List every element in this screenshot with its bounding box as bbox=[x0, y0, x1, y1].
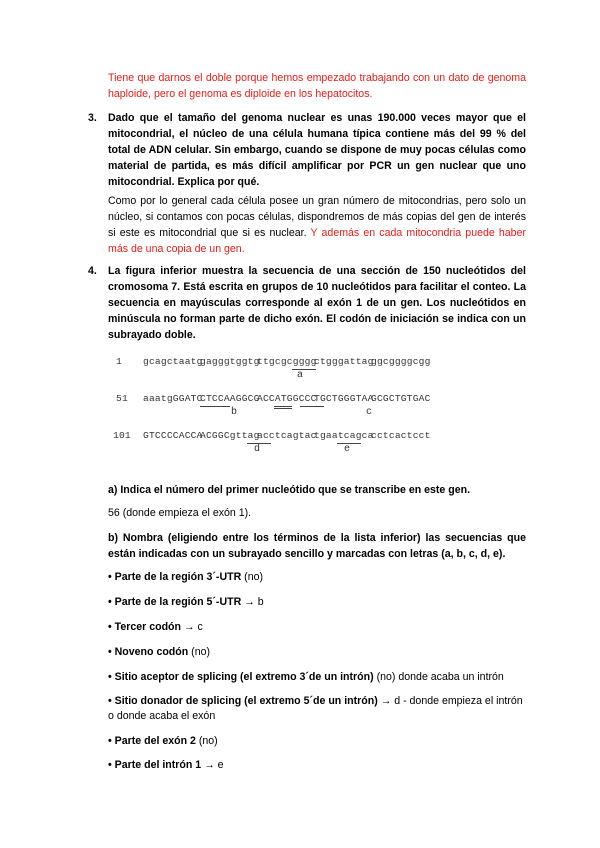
seq-row-3-pos: 101 bbox=[113, 430, 131, 441]
part-a-question: a) Indica el número del primer nucleótido que se transcribe en este gen. bbox=[108, 484, 471, 496]
question-3-number: 3. bbox=[88, 112, 97, 124]
list-item: • Parte del exón 2 (no) bbox=[108, 735, 218, 747]
list-item: • Tercer codón → c bbox=[108, 621, 203, 633]
list-item: • Noveno codón (no) bbox=[108, 646, 211, 658]
underline-a bbox=[292, 369, 316, 370]
seq-row-1-g5: ggcggggcgg bbox=[371, 356, 431, 367]
question-3-answer-red: Y además en cada mitocondria puede haber más de una copia de un gen. bbox=[108, 227, 526, 255]
part-b-question: b) Nombra (eligiendo entre los términos de la lista inferior) las secuencias que están indicadas con un subrayado sencillo y marcadas con letras (a, b, c, d, e). bbox=[108, 532, 526, 560]
marker-a: a bbox=[297, 370, 304, 381]
seq-row-1-pos: 1 bbox=[116, 356, 122, 367]
question-3-answer bbox=[108, 193, 526, 257]
list-item: • Sitio aceptor de splicing (el extremo 3´de un intrón) (no) donde acaba un intrón bbox=[108, 671, 504, 683]
seq-row-1-g3: ttgcgcgggg bbox=[257, 356, 317, 367]
underline-b bbox=[200, 406, 230, 407]
seq-row-3-g2: ACGGCgttag bbox=[200, 430, 260, 441]
seq-row-2-pos: 51 bbox=[116, 393, 128, 404]
list-item: • Parte de la región 5´-UTR → b bbox=[108, 596, 264, 608]
seq-row-2-g1: aaatgGGATC bbox=[143, 393, 203, 404]
seq-row-1-g4: ctgggattag bbox=[314, 356, 374, 367]
seq-row-3-g5: cctcactcct bbox=[371, 430, 431, 441]
seq-row-2-g2: CTCCAAGGCG bbox=[200, 393, 260, 404]
marker-b: b bbox=[231, 407, 238, 418]
list-item: • Parte de la región 3´-UTR (no) bbox=[108, 571, 264, 583]
seq-row-3-g4: tgaatcagca bbox=[314, 430, 374, 441]
seq-row-2-g3: ACCATGGCCC bbox=[257, 393, 317, 404]
answer-2-red: Tiene que darnos el doble porque hemos empezado trabajando con un dato de genoma haploide, pero el genoma es diploide en los hepatocitos. bbox=[108, 72, 526, 100]
start-codon-underline-1 bbox=[274, 406, 292, 407]
seq-row-2-g4: TGCTGGGTAA bbox=[314, 393, 374, 404]
question-3-answer-text: Como por lo general cada célula posee un gran número de mitocondrias, pero solo un núcleo, si contamos con pocas células, dispondremos de más copias del gen de interés si este es mitocondrial que si es nuclear. bbox=[108, 195, 526, 239]
seq-row-1-g2: gagggtggtg bbox=[200, 356, 260, 367]
question-4-number: 4. bbox=[88, 265, 97, 277]
start-codon-underline-2 bbox=[274, 408, 292, 409]
marker-d: d bbox=[254, 444, 261, 455]
seq-row-2-g5: GCGCTGTGAC bbox=[371, 393, 431, 404]
seq-row-1-g1: gcagctaatg bbox=[143, 356, 203, 367]
underline-c bbox=[300, 406, 324, 407]
question-4-text: La figura inferior muestra la secuencia de una sección de 150 nucleótidos del cromosoma 7. Está escrita en grupos de 10 nucleótidos para facilitar el conteo. La secuencia en mayúsculas corresponde al exón 1 de un gen. Los nucleótidos en minúscula no forman parte de dicho exón. El codón de iniciación se indica con un subrayado doble. bbox=[108, 265, 526, 341]
marker-e: e bbox=[344, 444, 351, 455]
seq-row-3-g3: acctcagtac bbox=[257, 430, 317, 441]
question-3-text: Dado que el tamaño del genoma nuclear es unas 190.000 veces mayor que el mitocondrial, el núcleo de una célula humana típica contiene más del 99 % del total de ADN celular. Sin embargo, cuando se dispone de muy pocas células como material de partida, es más difícil amplificar por PCR un gen nuclear que uno mitocondrial. Explica por qué. bbox=[108, 112, 526, 188]
list-item: • Parte del intrón 1 → e bbox=[108, 759, 224, 771]
list-item: • Sitio donador de splicing (el extremo 5´de un intrón) → d - donde empieza el intrón o donde acaba el exón bbox=[108, 695, 523, 722]
seq-row-3-g1: GTCCCCACCA bbox=[143, 430, 203, 441]
marker-c: c bbox=[366, 407, 373, 418]
part-a-answer: 56 (donde empieza el exón 1). bbox=[108, 507, 252, 519]
